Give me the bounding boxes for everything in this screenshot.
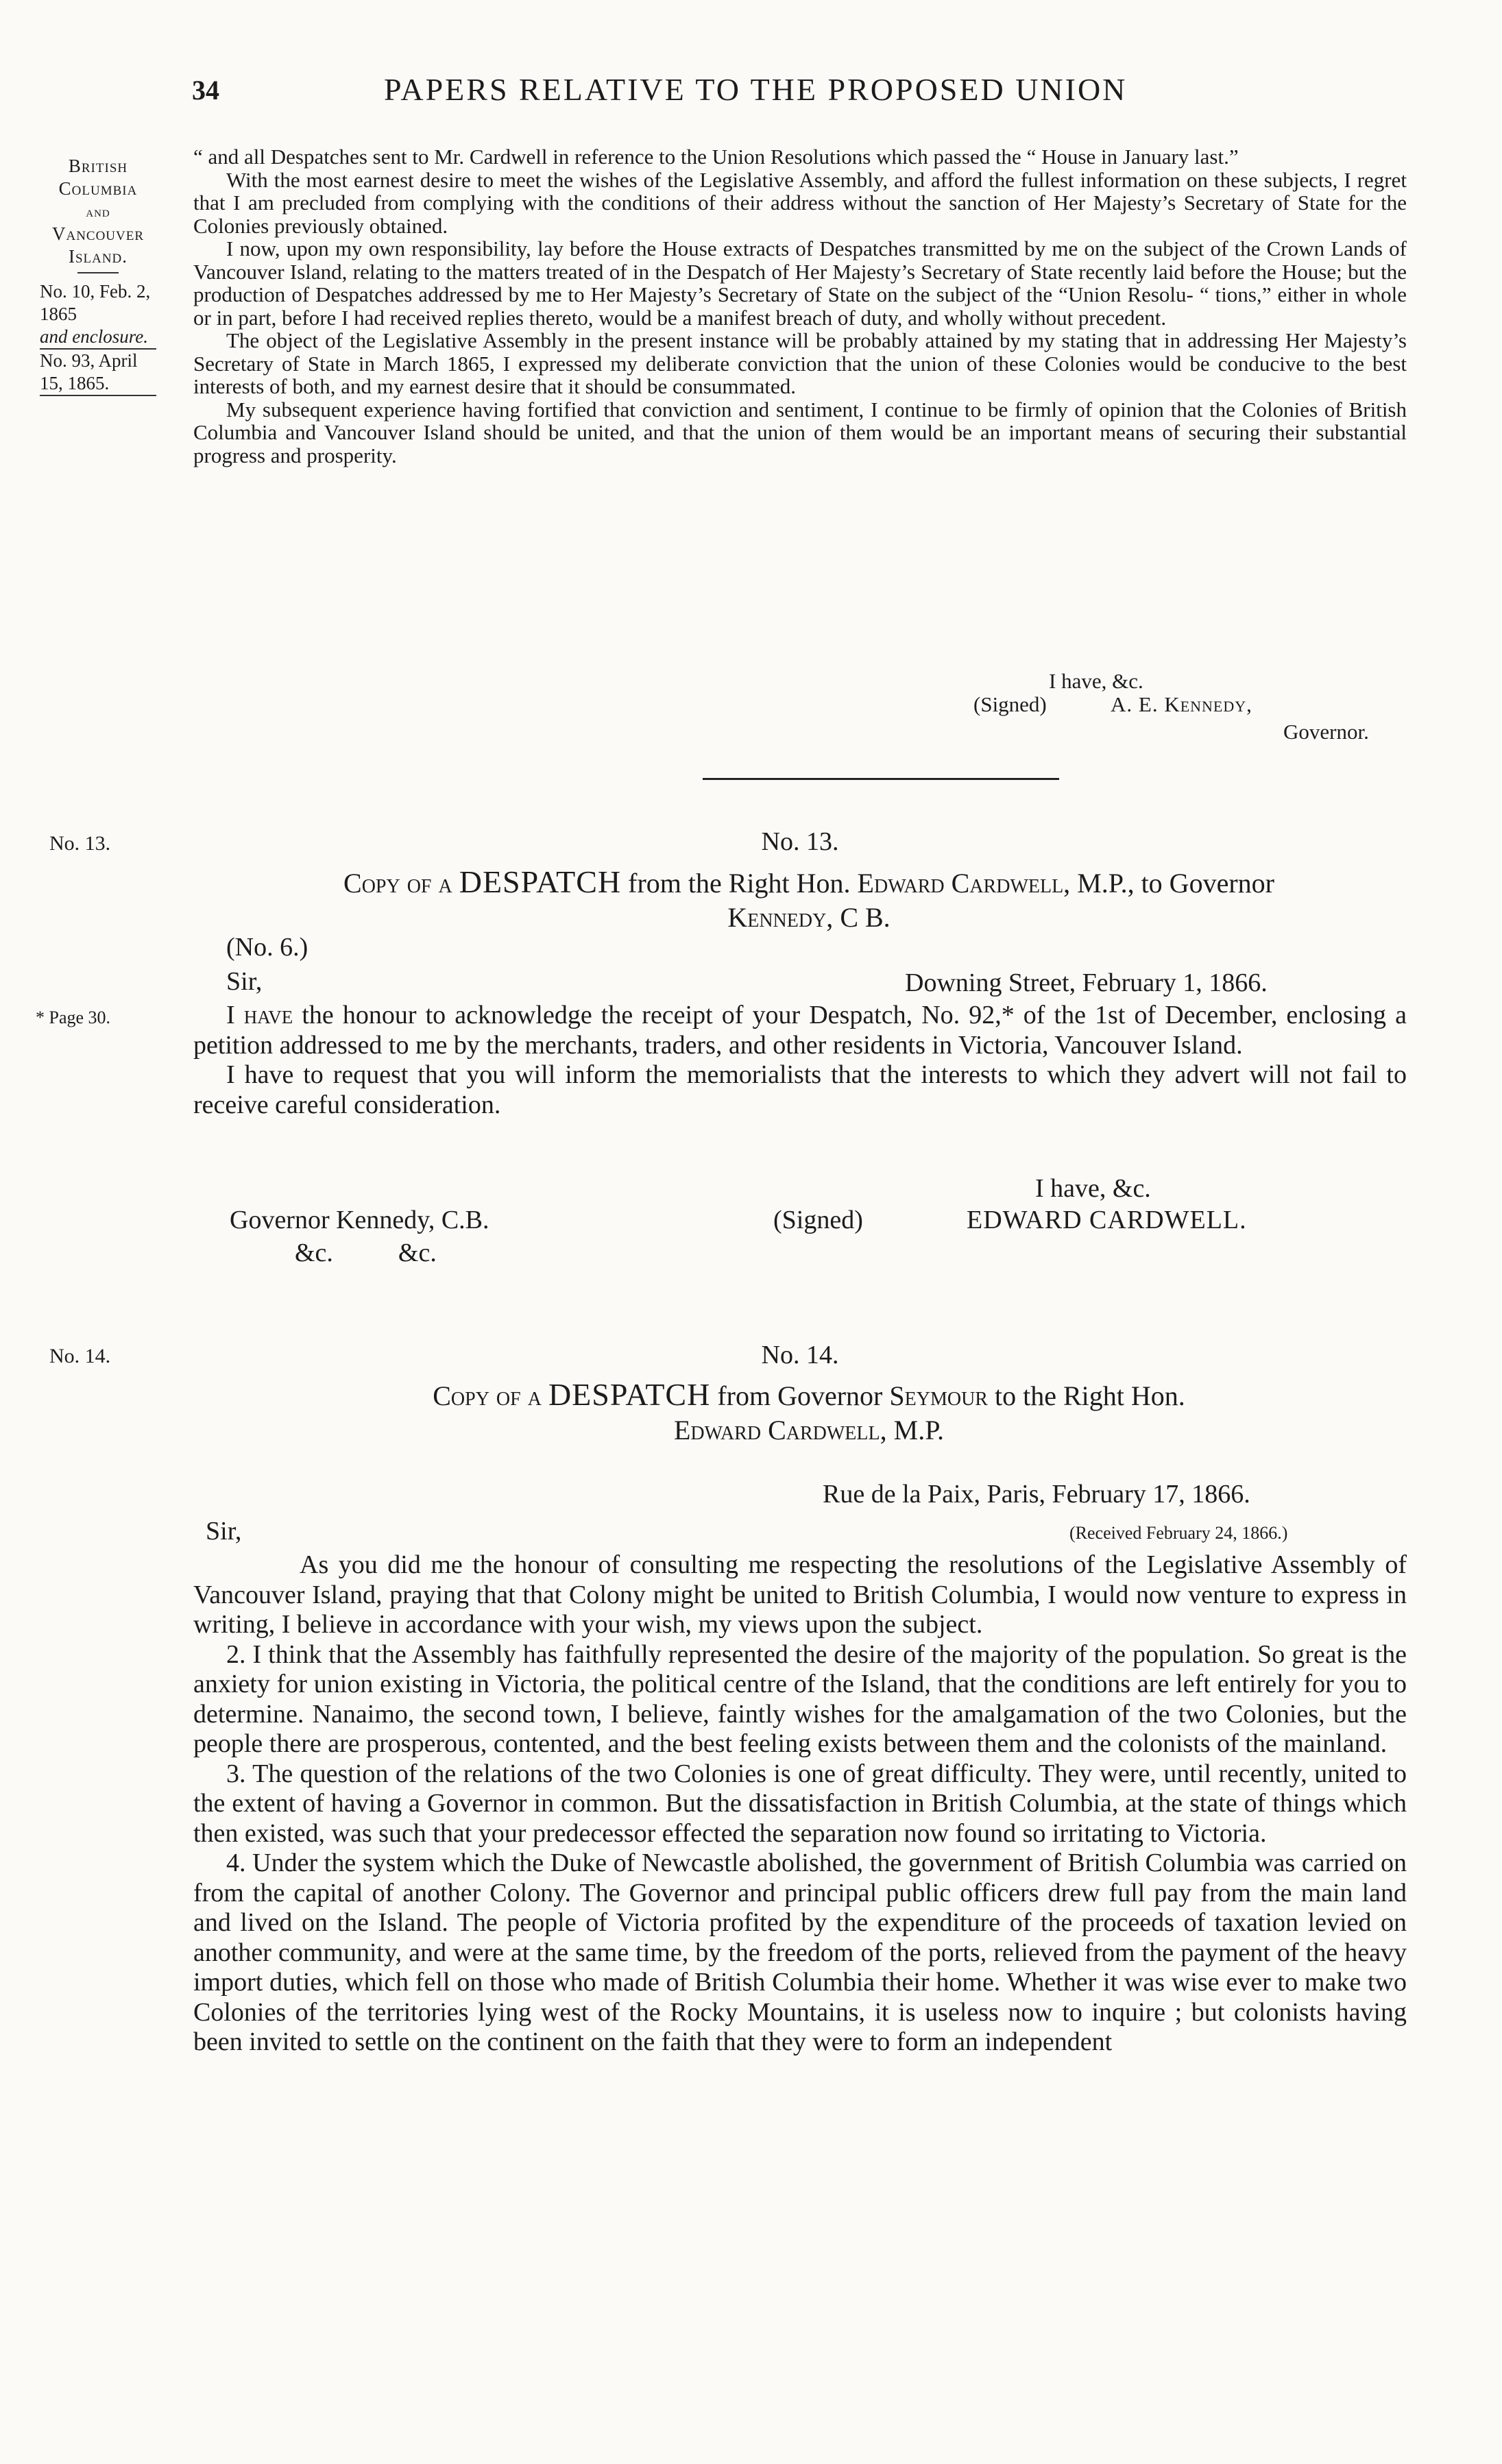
despatch-14-body	[193, 1550, 1407, 2058]
margin-ref: 15, 1865.	[40, 372, 156, 396]
title-rest: M.P., to Governor	[1077, 868, 1274, 899]
title-to: to the Right Hon.	[994, 1380, 1185, 1411]
title-word: DESPATCH	[548, 1377, 711, 1412]
despatch-13-salutation: Sir,	[226, 967, 263, 996]
margin-heading-line: Island.	[68, 246, 128, 267]
letter-1-signed: (Signed)	[973, 692, 1047, 716]
paragraph	[193, 1001, 1407, 1060]
paragraph: 4. Under the system which the Duke of Newcastle abolished, the government of British Columbia was carried on from the capital of another Colony. The Governor and principal public officers drew full pay from the main land and lived on the Island. The people of Victoria profited by the expenditure of the proceeds of taxation levied on another community, and were at the same time, by the freedom of the ports, relieved from the payment of the heavy import duties, which fell on those who made of British Columbia their home. Whether it was wise ever to make two Colonies of the territories lying west of the Rocky Mountains, it is useless now to inquire ; but colonists having been invited to settle on the continent on the faith that they were to form an independent	[193, 1849, 1407, 2056]
despatch-14-received: (Received February 24, 1866.)	[1069, 1523, 1288, 1543]
despatch-14-salutation: Sir,	[206, 1517, 242, 1546]
margin-page-ref: * Page 30.	[36, 1008, 111, 1027]
margin-heading	[40, 155, 177, 396]
title-name: Edward Cardwell,	[857, 868, 1071, 899]
paragraph: As you did me the honour of consulting me respecting the resolutions of the Legislative Assembly of Vancouver Island, praying that that Colony might be united to British Columbia, I would now venture to express in writing, I believe in accordance with your wish, my views upon the subject.	[193, 1550, 1407, 1639]
margin-divider	[77, 272, 119, 273]
margin-heading-line: Vancouver	[51, 223, 145, 244]
page-header	[185, 74, 1412, 115]
drop-word: I have	[226, 1001, 293, 1029]
despatch-14-number: No. 14.	[761, 1341, 839, 1369]
margin-ref: No. 10, Feb. 2,	[40, 281, 151, 302]
title-recipient-rest: C B.	[840, 902, 891, 933]
title-prefix: Copy of a	[343, 868, 452, 899]
paragraph: The object of the Legislative Assembly in the present instance will be probably attained by my stating that in addressing Her Majesty’s Secretary of State in March 1865, I expressed my deliberate conviction that the union of these Colonies would be conducive to the best interests of both, and my earnest desire that it should be consummated.	[193, 328, 1407, 398]
despatch-13-number: No. 13.	[761, 827, 839, 856]
despatch-14-place-date: Rue de la Paix, Paris, February 17, 1866.	[823, 1480, 1250, 1509]
margin-number-13: No. 13.	[49, 832, 111, 855]
letter-1-closing: I have, &c.	[1049, 669, 1143, 693]
margin-heading-line: Columbia	[58, 178, 138, 199]
paragraph: 3. The question of the relations of the two Colonies is one of great difficulty. They were, until recently, united to the extent of having a Governor in common. But the dissatisfaction in British Columbia, at the state of things which then existed, was such that your predecessor effected the separation now found so irritating to Victoria.	[193, 1759, 1407, 1848]
paragraph: I now, upon my own responsibility, lay before the House extracts of Despatches transmitted by me on the subject of the Crown Lands of Vancouver Island, relating to the matters treated of in the Despatch of Her Majesty’s Secretary of State recently laid before the House; but the production of Despatches addressed by me to Her Majesty’s Secretary of State on the subject of the “Union Resolu- “ tions,” either in whole or in part, before I had received replies thereto, would be a manifest breach of duty, and wholly without precedent.	[193, 236, 1407, 330]
letter-1-signer-title: Governor.	[1283, 720, 1369, 744]
title-prefix: Copy of a	[433, 1380, 542, 1411]
title-from: from the Right Hon.	[628, 868, 851, 899]
despatch-13-signer: EDWARD CARDWELL.	[967, 1206, 1247, 1234]
running-title: PAPERS RELATIVE TO THE PROPOSED UNION	[384, 72, 1128, 107]
margin-heading-line: British	[68, 156, 128, 176]
paragraph: My subsequent experience having fortified that conviction and sentiment, I continue to be firmly of opinion that the Colonies of British Columbia and Vancouver Island should be united, and that the union of them would be an important means of securing their substantial progress and prosperity.	[193, 397, 1407, 467]
page-number: 34	[192, 75, 219, 106]
paragraph-text: the honour to acknowledge the receipt of your Despatch, No. 92,* of the 1st of December, enclosing a petition addressed to me by the merchants, traders, and other residents in Victoria, Vancouver Island.	[193, 1001, 1407, 1060]
title-recipient: Kennedy,	[727, 902, 834, 933]
despatch-13-place-date: Downing Street, February 1, 1866.	[905, 968, 1268, 997]
despatch-13-ref: (No. 6.)	[226, 933, 308, 962]
section-divider	[703, 778, 1059, 780]
margin-ref: and enclosure.	[40, 326, 156, 350]
paragraph: 2. I think that the Assembly has faithfully represented the desire of the majority of the population. So great is the anxiety for union existing in Victoria, the political centre of the Island, that the conditions are left entirely for you to determine. Nanaimo, the second town, I believe, faintly wishes for the amalgamation of the two Colonies, but the people there are prosperous, contented, and the best feeling exists between them and the colonists of the mainland.	[193, 1639, 1407, 1758]
title-recipient: Edward Cardwell,	[673, 1415, 887, 1446]
margin-ref: No. 93, April	[40, 350, 138, 371]
despatch-13-signed: (Signed)	[773, 1206, 863, 1234]
letter-1-body	[193, 145, 1407, 467]
despatch-13-recipient-etc: &c. &c.	[295, 1239, 437, 1267]
title-from: from Governor	[717, 1380, 883, 1411]
despatch-13-recipient: Governor Kennedy, C.B.	[230, 1206, 489, 1234]
despatch-13-body	[193, 1001, 1407, 1120]
margin-heading-line: and	[86, 203, 110, 220]
despatch-13-closing: I have, &c.	[1035, 1174, 1151, 1203]
margin-number-14: No. 14.	[49, 1345, 111, 1367]
despatch-13-title	[206, 865, 1412, 935]
title-name: Seymour	[889, 1380, 988, 1411]
letter-1-signer: A. E. Kennedy,	[1111, 692, 1252, 716]
paragraph: With the most earnest desire to meet the wishes of the Legislative Assembly, and afford the fullest information on these subjects, I regret that I am precluded from complying with the conditions of their address without the sanction of Her Majesty’s Secretary of State for the Colonies previously obtained.	[193, 167, 1407, 238]
title-rest: M.P.	[893, 1415, 945, 1446]
title-word: DESPATCH	[459, 864, 622, 899]
despatch-14-title	[206, 1378, 1412, 1448]
margin-ref: 1865	[40, 304, 77, 324]
paragraph: I have to request that you will inform the memorialists that the interests to which they advert will not fail to receive careful consideration.	[193, 1060, 1407, 1119]
paragraph: “ and all Despatches sent to Mr. Cardwell in reference to the Union Resolutions which passed the “ House in January last.”	[193, 145, 1239, 169]
